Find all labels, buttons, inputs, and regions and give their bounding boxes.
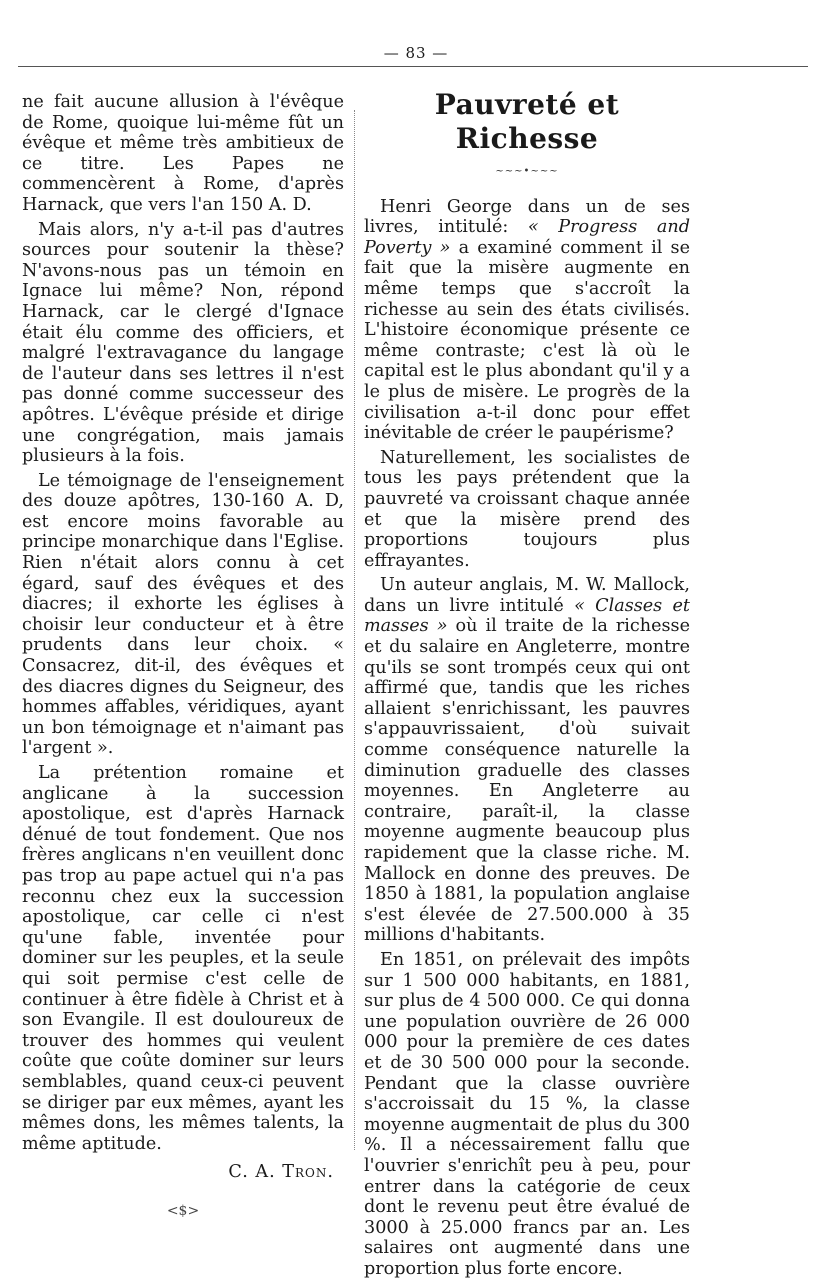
left-paragraph-2: Mais alors, n'y a-t-il pas d'autres sources pour soutenir la thèse? N'avons-nous pas un témoin en Ignace lui même? Non, répond Harnack, car le clergé d'Ignace était élu comme des officiers, et malgré l'extravagance du langage de l'auteur dans ses lettres il n'est pas donné comme successeur des apôtres. L'évêque préside et dirige une congrégation, mais jamais plusieurs à la fois. [22,219,344,467]
column-divider [354,110,355,1150]
left-paragraph-3: Le témoignage de l'enseignement des douze apôtres, 130-160 A. D, est encore moins favorable au principe monarchique dans l'Eglise. Rien n'était alors connu à cet égard, sauf des évêques et des diacres; il exhorte les églises à choisir leur conducteur et à être prudents dans leur choix. « Consacrez, dit-il, des évêques et des diacres dignes du Seigneur, des hommes affables, véridiques, ayant un bon témoignage et n'aimant pas l'argent ». [22,470,344,759]
p3-text-after: où il traite de la richesse et du salaire en Angleterre, montre qu'ils se sont trompés ceux qui ont affirmé que, tandis que les riches allaient s'enrichissant, les pauvres s'appauvrissaient, d'où suivait comme conséquence naturelle la diminution graduelle des classes moyennes. En Angleterre au contraire, paraît-il, la classe moyenne augmente beaucoup plus rapidement que la classe riche. M. Mallock en donne des preuves. De 1850 à 1881, la population anglaise s'est élevée de 27.500.000 à 35 millions d'habitants. [364,616,690,946]
fleuron-ornament: <$> [166,1202,200,1219]
right-paragraph-1 [364,197,690,444]
article-title: Pauvreté et Richesse [434,88,620,155]
p1-text-before: Henri George dans un de ses livres, intitulé: [364,196,690,238]
p3-text-before: Un auteur anglais, M. W. Mallock, dans un livre intitulé [364,575,690,616]
book-title-classes-et-masses: « Classes et masses » [364,595,690,637]
page-number: — 83 — [383,44,449,62]
left-paragraph-4: La prétention romaine et anglicane à la succession apostolique, est d'après Harnack dénué de tout fondement. Que nos frères anglicans n'en veuillent donc pas trop au pape actuel qui n'a pas reconnu chez eux la succession apostolique, car celle ci n'est qu'une fable, inventée pour dominer sur les peuples, et la seule qui soit permise c'est celle de continuer à être fidèle à Christ et à son Evangile. Il est douloureux de trouver des hommes qui veulent coûte que coûte dominer sur leurs semblables, quand ceux-ci peuvent se diriger par eux mêmes, ayant les mêmes dons, les mêmes talents, la même aptitude. [22,763,344,1154]
book-title-progress-and-poverty: « Progress and Poverty » [364,217,690,258]
signature: C. A. Tron. [228,1162,334,1183]
left-column [22,92,344,1221]
right-paragraph-4: En 1851, on prélevait des impôts sur 1 500 000 habitants, en 1881, sur plus de 4 500 000. Ce qui donna une population ouvrière de 26 000 000 pour la première de ces dates et de 30 500 000 pour la seconde. Pendant que la classe ouvrière s'accroissait du 15 %, la classe moyenne augmentait de plus du 300 %. Il a nécessairement fallu que l'ouvrier s'enrichît peu à peu, pour entrer dans la catégorie de ceux dont le revenu peut être évalué de 3000 à 25.000 francs par an. Les salaires ont augmenté dans une proportion plus forte encore. [364,949,690,1279]
header-rule [18,66,808,67]
right-paragraph-2: Naturellement, les socialistes de tous les pays prétendent que la pauvreté va croissant chaque année et que la misère prend des proportions toujours plus effrayantes. [364,447,690,571]
title-ornament: ~~~•~~~ [495,166,559,177]
right-paragraph-3 [364,575,690,946]
p1-text-after: a examiné comment il se fait que la misère augmente en même temps que s'accroît la richesse au sein des états civilisés. L'histoire économique présente ce même contraste; c'est là où le capital est le plus abondant qu'il y a le plus de misère. Le progrès de la civilisation a-t-il donc pour effet inévitable de créer le paupérisme? [364,237,690,444]
right-column [364,88,690,1283]
left-paragraph-1: ne fait aucune allusion à l'évêque de Rome, quoique lui-même fût un évêque et même très ambitieux de ce titre. Les Papes ne commencèrent à Rome, d'après Harnack, que vers l'an 150 A. D. [22,92,344,215]
